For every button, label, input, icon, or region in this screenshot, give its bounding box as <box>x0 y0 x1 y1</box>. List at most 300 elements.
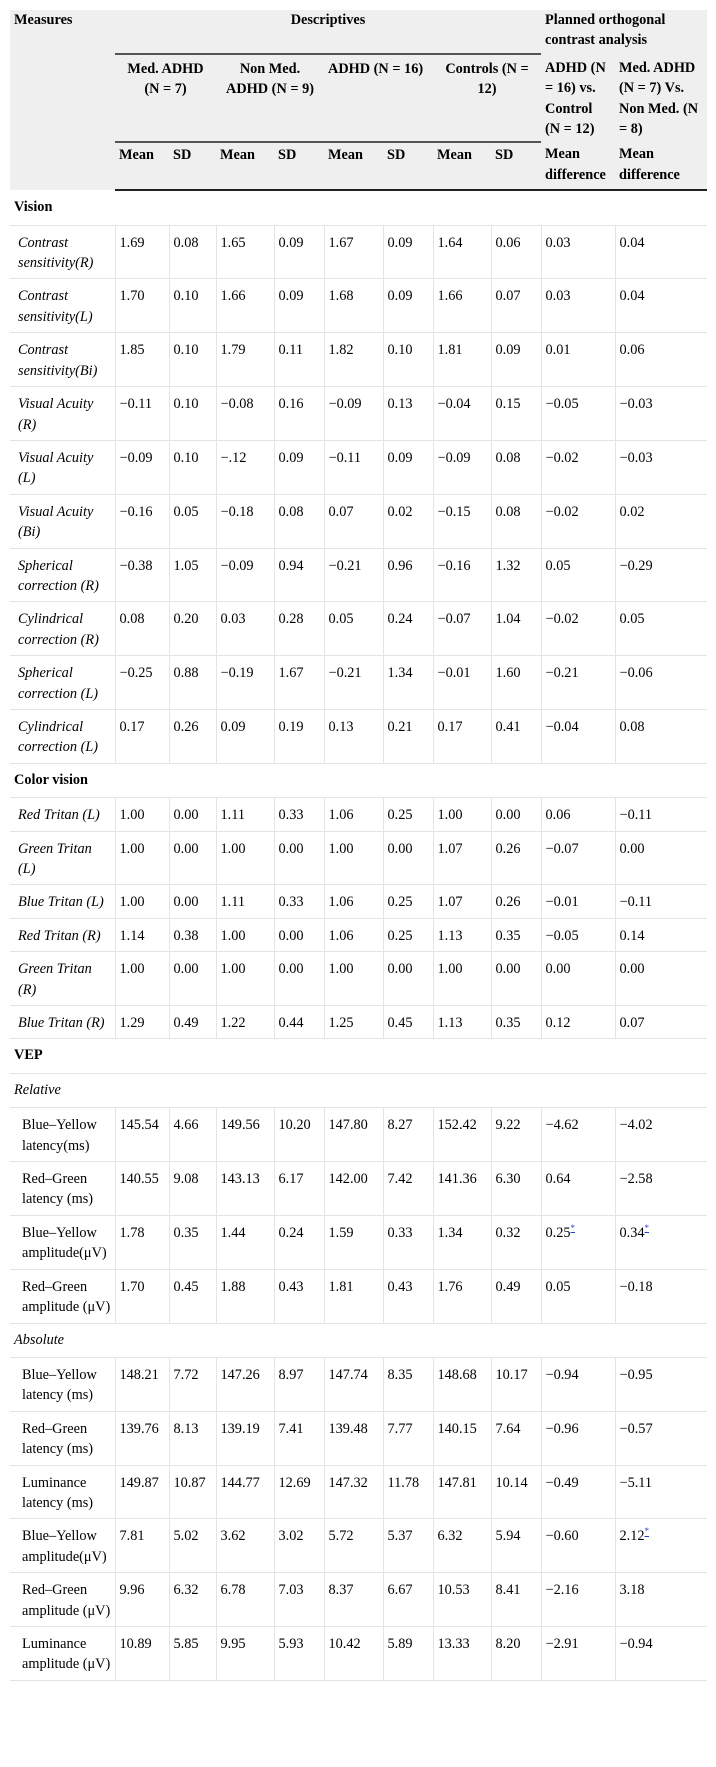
table-cell <box>541 885 615 918</box>
cell-value: 1.05 <box>173 557 199 574</box>
cell-value: −0.21 <box>328 557 362 574</box>
cell-value: 0.19 <box>278 718 304 735</box>
cell-value: 0.04 <box>619 288 645 305</box>
cell-value: 1.81 <box>328 1278 354 1295</box>
section-vision-title: Vision <box>10 190 707 225</box>
cell-value: 0.33 <box>278 894 304 911</box>
table-cell <box>216 1411 274 1465</box>
table-cell <box>433 1626 491 1680</box>
table-row <box>10 885 707 918</box>
cell-value: 0.34 <box>619 1224 645 1241</box>
cell-value: 1.59 <box>328 1224 354 1241</box>
table-cell <box>169 1626 216 1680</box>
table-cell <box>274 1573 324 1627</box>
table-cell <box>383 952 433 1006</box>
cell-value: 1.13 <box>437 1015 463 1032</box>
measure-label: Luminance latency (ms) <box>10 1465 115 1519</box>
table-cell <box>274 548 324 602</box>
table-cell <box>115 602 169 656</box>
cell-value: 1.14 <box>119 927 145 944</box>
cell-value: −0.18 <box>220 503 254 520</box>
cell-value: 8.20 <box>495 1635 521 1652</box>
table-cell <box>169 387 216 441</box>
table-cell <box>491 1519 541 1573</box>
table-cell <box>383 602 433 656</box>
table-cell <box>491 440 541 494</box>
cell-value: 149.87 <box>119 1474 159 1491</box>
cell-value: 7.41 <box>278 1420 304 1437</box>
cell-value: 9.22 <box>495 1117 521 1134</box>
table-cell <box>324 709 383 763</box>
cell-value: −0.18 <box>619 1278 653 1295</box>
table-cell <box>169 709 216 763</box>
cell-value: −0.02 <box>545 611 579 628</box>
cell-value: 5.85 <box>173 1635 199 1652</box>
table-row <box>10 1215 707 1269</box>
measure-label: Visual Acuity (L) <box>10 440 115 494</box>
table-cell <box>216 1215 274 1269</box>
cell-value: 141.36 <box>437 1171 477 1188</box>
cell-value: 139.76 <box>119 1420 159 1437</box>
cell-value: 9.08 <box>173 1171 199 1188</box>
table-cell <box>115 709 169 763</box>
cell-value: 7.81 <box>119 1528 145 1545</box>
cell-value: 10.53 <box>437 1582 470 1599</box>
table-row <box>10 918 707 951</box>
cell-value: 7.72 <box>173 1366 199 1383</box>
table-cell <box>169 885 216 918</box>
table-cell <box>169 440 216 494</box>
table-cell <box>541 333 615 387</box>
cell-value: 1.81 <box>437 342 463 359</box>
table-cell <box>433 1269 491 1323</box>
table-cell <box>115 798 169 831</box>
table-cell <box>541 709 615 763</box>
cell-value: −0.95 <box>619 1366 653 1383</box>
table-cell <box>324 1162 383 1216</box>
cell-value: 1.88 <box>220 1278 246 1295</box>
table-cell <box>324 333 383 387</box>
cell-value: 0.35 <box>495 1015 521 1032</box>
sd-header: SD <box>274 142 324 190</box>
table-cell <box>216 656 274 710</box>
cell-value: 0.02 <box>387 503 413 520</box>
cell-value: 1.67 <box>278 665 304 682</box>
cell-value: 1.44 <box>220 1224 246 1241</box>
cell-value: −0.15 <box>437 503 471 520</box>
table-cell <box>115 1269 169 1323</box>
table-cell <box>324 1006 383 1039</box>
cell-value: −0.11 <box>619 894 653 911</box>
table-cell <box>433 709 491 763</box>
table-row <box>10 279 707 333</box>
group-controls-header <box>433 54 541 143</box>
cell-value: 5.94 <box>495 1528 521 1545</box>
table-cell <box>491 602 541 656</box>
cell-value: 1.70 <box>119 288 145 305</box>
significance-footnote-link[interactable]: * <box>570 1223 576 1234</box>
cell-value: −0.38 <box>119 557 153 574</box>
table-cell <box>324 1573 383 1627</box>
cell-value: −0.19 <box>220 665 254 682</box>
cell-value: 0.13 <box>387 396 413 413</box>
table-cell <box>433 387 491 441</box>
table-cell <box>274 1006 324 1039</box>
table-cell <box>169 494 216 548</box>
table-cell <box>615 548 707 602</box>
mean-difference-header: Mean difference <box>541 142 615 190</box>
cell-value: 1.00 <box>437 961 463 978</box>
cell-value: −0.07 <box>545 840 579 857</box>
cell-value: 0.35 <box>495 927 521 944</box>
cell-value: 1.00 <box>437 807 463 824</box>
cell-value: 0.20 <box>173 611 199 628</box>
sd-header: SD <box>491 142 541 190</box>
cell-value: 0.17 <box>119 718 145 735</box>
cell-value: 1.34 <box>387 665 413 682</box>
cell-value: 8.13 <box>173 1420 199 1437</box>
table-cell <box>169 1269 216 1323</box>
table-cell <box>169 1519 216 1573</box>
table-cell <box>169 1573 216 1627</box>
table-cell <box>433 1465 491 1519</box>
table-cell <box>216 709 274 763</box>
group-non-med-adhd-line2: ADHD (N = 9) <box>226 81 314 98</box>
table-cell <box>274 1519 324 1573</box>
cell-value: 1.29 <box>119 1015 145 1032</box>
table-cell <box>274 440 324 494</box>
table-cell <box>491 494 541 548</box>
table-cell <box>115 333 169 387</box>
cell-value: 143.13 <box>220 1171 260 1188</box>
cell-value: −0.21 <box>545 665 579 682</box>
table-cell <box>541 1411 615 1465</box>
cell-value: 1.00 <box>328 961 354 978</box>
cell-value: −2.58 <box>619 1171 653 1188</box>
cell-value: 1.00 <box>328 840 354 857</box>
cell-value: 0.96 <box>387 557 413 574</box>
subsection-absolute <box>10 1323 707 1357</box>
cell-value: 148.68 <box>437 1366 477 1383</box>
table-cell <box>169 1108 216 1162</box>
cell-value: −0.07 <box>437 611 471 628</box>
measure-label: Blue–Yellow latency(ms) <box>10 1108 115 1162</box>
table-cell <box>169 952 216 1006</box>
table-cell <box>216 885 274 918</box>
table-cell <box>216 831 274 885</box>
cell-value: 0.00 <box>173 961 199 978</box>
table-cell <box>541 1465 615 1519</box>
mean-header: Mean <box>324 142 383 190</box>
table-cell <box>169 602 216 656</box>
table-cell <box>115 1411 169 1465</box>
table-cell <box>216 1573 274 1627</box>
results-table <box>10 10 707 1681</box>
table-row <box>10 1465 707 1519</box>
table-row <box>10 709 707 763</box>
table-cell <box>115 1573 169 1627</box>
table-cell <box>324 1357 383 1411</box>
table-cell <box>433 1519 491 1573</box>
table-row <box>10 1626 707 1680</box>
cell-value: 0.08 <box>619 718 645 735</box>
group-med-adhd-line2: (N = 7) <box>144 81 187 98</box>
cell-value: 10.89 <box>119 1635 152 1652</box>
measure-label: Blue–Yellow amplitude(μV) <box>10 1215 115 1269</box>
measure-label: Red Tritan (L) <box>10 798 115 831</box>
cell-value: 1.64 <box>437 234 463 251</box>
table-cell <box>274 918 324 951</box>
table-row <box>10 494 707 548</box>
cell-value: 0.00 <box>278 961 304 978</box>
table-cell <box>324 279 383 333</box>
table-cell <box>615 831 707 885</box>
table-cell <box>324 548 383 602</box>
cell-value: 148.21 <box>119 1366 159 1383</box>
cell-value: 0.07 <box>619 1015 645 1032</box>
table-cell <box>615 1357 707 1411</box>
table-cell <box>216 1269 274 1323</box>
subsection-relative-title: Relative <box>10 1073 707 1107</box>
table-cell <box>274 1411 324 1465</box>
cell-value: 0.00 <box>387 961 413 978</box>
table-cell <box>216 1006 274 1039</box>
table-cell <box>216 279 274 333</box>
table-cell <box>383 1357 433 1411</box>
table-cell <box>383 548 433 602</box>
table-cell <box>615 1215 707 1269</box>
cell-value: 0.08 <box>173 234 199 251</box>
table-cell <box>541 1357 615 1411</box>
cell-value: 1.00 <box>119 894 145 911</box>
table-cell <box>169 1006 216 1039</box>
table-cell <box>491 1006 541 1039</box>
table-cell <box>491 1411 541 1465</box>
table-cell <box>216 333 274 387</box>
table-cell <box>169 1411 216 1465</box>
cell-value: 0.06 <box>545 807 571 824</box>
section-vep <box>10 1039 707 1073</box>
cell-value: 1.00 <box>220 961 246 978</box>
table-cell <box>216 548 274 602</box>
group-non-med-adhd-line1: Non Med. <box>239 60 301 77</box>
cell-value: 0.07 <box>495 288 521 305</box>
table-cell <box>324 1269 383 1323</box>
measure-label: Blue–Yellow amplitude(μV) <box>10 1519 115 1573</box>
cell-value: 1.11 <box>220 894 245 911</box>
cell-value: −4.62 <box>545 1117 579 1134</box>
cell-value: 6.32 <box>173 1582 199 1599</box>
table-cell <box>383 1162 433 1216</box>
cell-value: 0.08 <box>278 503 304 520</box>
table-row <box>10 1108 707 1162</box>
cell-value: 0.05 <box>328 611 354 628</box>
cell-value: −0.94 <box>545 1366 579 1383</box>
table-cell <box>491 1269 541 1323</box>
cell-value: −0.16 <box>119 503 153 520</box>
table-cell <box>615 918 707 951</box>
cell-value: 0.38 <box>173 927 199 944</box>
table-row <box>10 798 707 831</box>
cell-value: 0.09 <box>278 288 304 305</box>
cell-value: 0.25 <box>387 894 413 911</box>
measure-label: Luminance amplitude (μV) <box>10 1626 115 1680</box>
table-cell <box>491 333 541 387</box>
cell-value: 147.81 <box>437 1474 477 1491</box>
significance-footnote-link[interactable]: * <box>644 1223 650 1234</box>
cell-value: 0.05 <box>173 503 199 520</box>
table-cell <box>383 225 433 279</box>
table-body <box>10 190 707 1680</box>
measure-label: Cylindrical correction (R) <box>10 602 115 656</box>
planned-contrast-header: Planned orthogonal contrast analysis <box>541 10 707 54</box>
cell-value: 0.00 <box>619 961 645 978</box>
table-cell <box>115 952 169 1006</box>
cell-value: −0.21 <box>328 665 362 682</box>
cell-value: 1.04 <box>495 611 521 628</box>
cell-value: 0.14 <box>619 927 645 944</box>
table-cell <box>383 656 433 710</box>
cell-value: −0.09 <box>437 449 471 466</box>
table-row <box>10 1006 707 1039</box>
cell-value: 3.02 <box>278 1528 304 1545</box>
cell-value: 1.68 <box>328 288 354 305</box>
cell-value: 0.43 <box>278 1278 304 1295</box>
cell-value: 6.32 <box>437 1528 463 1545</box>
cell-value: 1.06 <box>328 927 354 944</box>
table-cell <box>324 831 383 885</box>
table-cell <box>541 1573 615 1627</box>
cell-value: 1.00 <box>220 927 246 944</box>
table-row <box>10 548 707 602</box>
table-cell <box>216 494 274 548</box>
table-cell <box>216 798 274 831</box>
cell-value: 2.12 <box>619 1528 645 1545</box>
cell-value: 0.21 <box>387 718 413 735</box>
cell-value: −4.02 <box>619 1117 653 1134</box>
table-cell <box>324 798 383 831</box>
table-cell <box>541 1162 615 1216</box>
subsection-relative <box>10 1073 707 1107</box>
table-cell <box>541 656 615 710</box>
cell-value: 0.10 <box>173 396 199 413</box>
cell-value: 0.05 <box>545 557 571 574</box>
cell-value: 0.88 <box>173 665 199 682</box>
table-row <box>10 1162 707 1216</box>
table-cell <box>433 1162 491 1216</box>
table-cell <box>274 225 324 279</box>
cell-value: 0.45 <box>173 1278 199 1295</box>
cell-value: −0.49 <box>545 1474 579 1491</box>
measure-label: Contrast sensitivity(R) <box>10 225 115 279</box>
table-cell <box>324 440 383 494</box>
table-cell <box>491 798 541 831</box>
measure-label: Green Tritan (L) <box>10 831 115 885</box>
table-cell <box>115 1108 169 1162</box>
table-cell <box>541 918 615 951</box>
cell-value: 1.22 <box>220 1015 246 1032</box>
table-cell <box>216 1357 274 1411</box>
table-cell <box>169 333 216 387</box>
table-cell <box>433 918 491 951</box>
table-cell <box>541 831 615 885</box>
group-controls-line1: Controls (N = <box>445 60 529 77</box>
table-cell <box>274 1465 324 1519</box>
significance-footnote-link[interactable]: * <box>644 1526 650 1537</box>
table-row <box>10 952 707 1006</box>
table-cell <box>216 225 274 279</box>
cell-value: 1.79 <box>220 342 246 359</box>
table-cell <box>491 1357 541 1411</box>
cell-value: 1.60 <box>495 665 521 682</box>
cell-value: 5.72 <box>328 1528 354 1545</box>
cell-value: 6.67 <box>387 1582 413 1599</box>
table-row <box>10 440 707 494</box>
measure-label: Contrast sensitivity(Bi) <box>10 333 115 387</box>
table-cell <box>491 831 541 885</box>
cell-value: 0.01 <box>545 342 571 359</box>
cell-value: −0.02 <box>545 449 579 466</box>
cell-value: 147.80 <box>328 1117 368 1134</box>
table-cell <box>324 885 383 918</box>
section-vep-title: VEP <box>10 1039 707 1073</box>
table-cell <box>169 1162 216 1216</box>
table-cell <box>541 1006 615 1039</box>
table-header <box>10 10 707 190</box>
cell-value: 9.96 <box>119 1582 145 1599</box>
cell-value: 0.04 <box>619 234 645 251</box>
table-cell <box>324 656 383 710</box>
cell-value: 0.25 <box>387 927 413 944</box>
table-cell <box>383 333 433 387</box>
table-cell <box>491 952 541 1006</box>
cell-value: 0.24 <box>278 1224 304 1241</box>
cell-value: 147.32 <box>328 1474 368 1491</box>
cell-value: 0.10 <box>387 342 413 359</box>
table-row <box>10 1519 707 1573</box>
table-cell <box>541 1215 615 1269</box>
table-cell <box>324 494 383 548</box>
table-cell <box>216 952 274 1006</box>
cell-value: 3.18 <box>619 1582 645 1599</box>
contrast-med-vs-non-med-header: Med. ADHD (N = 7) Vs. Non Med. (N = 8) <box>615 54 707 143</box>
table-cell <box>433 1411 491 1465</box>
cell-value: 0.10 <box>173 288 199 305</box>
table-cell <box>491 1573 541 1627</box>
table-cell <box>615 1269 707 1323</box>
table-cell <box>433 952 491 1006</box>
cell-value: 0.16 <box>278 396 304 413</box>
table-cell <box>615 1108 707 1162</box>
measure-label: Spherical correction (L) <box>10 656 115 710</box>
cell-value: −0.02 <box>545 503 579 520</box>
table-cell <box>324 1519 383 1573</box>
cell-value: 1.00 <box>119 807 145 824</box>
table-cell <box>491 709 541 763</box>
table-cell <box>541 548 615 602</box>
table-row <box>10 602 707 656</box>
table-cell <box>491 1215 541 1269</box>
table-cell <box>115 656 169 710</box>
section-color-vision-title: Color vision <box>10 763 707 797</box>
cell-value: 0.45 <box>387 1015 413 1032</box>
cell-value: −2.91 <box>545 1635 579 1652</box>
cell-value: 7.03 <box>278 1582 304 1599</box>
table-cell <box>491 1162 541 1216</box>
cell-value: 0.26 <box>495 840 521 857</box>
group-med-adhd-line1: Med. ADHD <box>127 60 204 77</box>
table-row <box>10 333 707 387</box>
